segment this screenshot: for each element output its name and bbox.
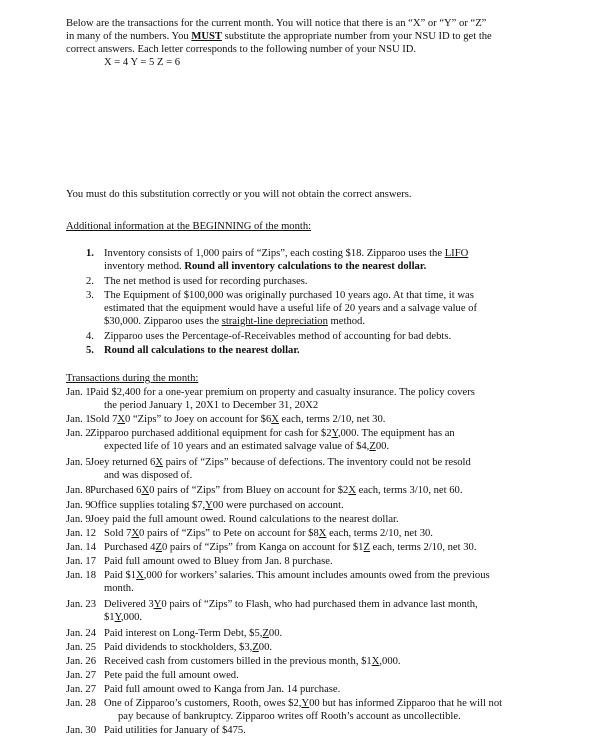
transaction-date: Jan. 9 <box>66 514 91 525</box>
info-item-5-line-1: Round all calculations to the nearest dollar. <box>104 345 300 356</box>
transaction-17-line-1: Paid full amount owed to Kanga from Jan. 14 purchase. <box>104 684 341 695</box>
t2-e: each, terms 2/10, net 30. <box>278 414 386 425</box>
transaction-date: Jan. 26 <box>66 656 97 667</box>
t4-a: Joey returned 6 <box>90 457 156 468</box>
transaction-14-line-1 <box>104 641 272 654</box>
t18-a: One of Zipparoo’s customers, Rooth, owes $2, <box>104 698 302 709</box>
transaction-date: Jan. 9 <box>66 500 91 511</box>
info-item-5-number: 5. <box>86 345 94 356</box>
intro-line-1 <box>66 17 486 30</box>
transaction-12-line-2 <box>104 611 142 624</box>
info-item-3-line-2: estimated that the equipment would have a useful life of 20 years and a salvage value of <box>104 303 478 314</box>
letter-mapping <box>104 56 180 69</box>
transaction-7-line-1: Joey paid the full amount owed. Round calculations to the nearest dollar. <box>90 514 399 525</box>
inventory-rounding-note: Round all inventory calculations to the nearest dollar. <box>184 261 427 272</box>
placeholder-letter: X <box>131 528 140 539</box>
transaction-2-line-1 <box>90 413 385 426</box>
transaction-5-line-1 <box>90 484 462 497</box>
t15-c: ,000. <box>379 656 401 667</box>
placeholder-letter: X <box>271 414 279 425</box>
transaction-18-line-2: pay because of bankruptcy. Zipparoo writes off Rooth’s account as uncollectible. <box>118 711 461 722</box>
placeholder-letter: Z <box>363 542 370 553</box>
transaction-date: Jan. 28 <box>66 698 97 709</box>
transaction-date: Jan. 18 <box>66 570 97 581</box>
t3-a: Zipparoo purchased additional equipment for cash for $2 <box>90 428 332 439</box>
t11-c: ,000 for workers’ salaries. This amount includes amounts owed from the previous <box>143 570 490 581</box>
transaction-11-line-1 <box>104 569 490 582</box>
transaction-6-line-1 <box>90 499 344 512</box>
t5-a: Purchased 6 <box>90 485 142 496</box>
intro-line-2-post: substitute the appropriate number from your NSU ID to get the <box>221 31 492 42</box>
transaction-date: Jan. 27 <box>66 684 97 695</box>
info-item-1-text: Inventory consists of 1,000 pairs of “Zips”, each costing $18. Zipparoo uses the <box>104 248 445 259</box>
intro-line-3 <box>66 43 416 56</box>
transaction-1-line-2: the period January 1, 20X1 to December 31, 20X2 <box>104 400 319 411</box>
placeholder-letter: Z <box>369 441 376 452</box>
t4-c: pairs of “Zips” because of defections. The inventory could not be resold <box>162 457 471 468</box>
placeholder-letter: Z <box>155 542 162 553</box>
info-item-1-line-1 <box>104 247 468 260</box>
info-item-3-text: $30,000. Zipparoo uses the <box>104 316 222 327</box>
transaction-date: Jan. 24 <box>66 628 97 639</box>
transaction-3-line-2 <box>104 440 389 453</box>
transactions-heading: Transactions during the month: <box>66 373 199 384</box>
t13-a: Paid interest on Long-Term Debt, $5, <box>104 628 263 639</box>
additional-info-heading-text: Additional information at the BEGINNING of the month: <box>66 221 312 232</box>
transaction-date: Jan. 17 <box>66 556 97 567</box>
intro-line-2-pre: in many of the numbers. You <box>66 31 192 42</box>
placeholder-letter: Y <box>114 612 121 623</box>
t12-a: Delivered 3 <box>104 599 154 610</box>
placeholder-letter: Y <box>153 599 162 610</box>
transaction-8-line-1 <box>104 527 433 540</box>
t5-e: each, terms 3/10, net 60. <box>355 485 463 496</box>
placeholder-letter: X <box>348 485 356 496</box>
t14-a: Paid dividends to stockholders, $3, <box>104 642 253 653</box>
intro-line-3-text: correct answers. Each letter corresponds to the following number of your NSU ID. <box>66 44 417 55</box>
t5-c: 0 pairs of “Zips” from Bluey on account for $2 <box>149 485 349 496</box>
placeholder-letter: X <box>141 485 150 496</box>
placeholder-letter: Y <box>301 698 310 709</box>
info-item-3-line-3 <box>104 315 365 328</box>
t9-a: Purchased 4 <box>104 542 156 553</box>
transaction-18-line-1 <box>104 697 502 710</box>
placeholder-letter: X <box>136 570 144 581</box>
transaction-1-line-1: Paid $2,400 for a one-year premium on property and casualty insurance. The policy covers <box>90 387 475 398</box>
info-item-3-line-1: The Equipment of $100,000 was originally purchased 10 years ago. At that time, it was <box>104 290 474 301</box>
transaction-date: Jan. 5 <box>66 457 91 468</box>
t15-a: Received cash from customers billed in the previous month, $1 <box>104 656 372 667</box>
transaction-12-line-1 <box>104 598 478 611</box>
t3-l2a: expected life of 10 years and an estimated salvage value of $4, <box>104 441 370 452</box>
placeholder-letter: Z <box>252 642 259 653</box>
transaction-4-line-2: and was disposed of. <box>104 470 193 481</box>
placeholder-letter: Y <box>205 500 213 511</box>
transaction-11-line-2: month. <box>104 583 134 594</box>
transaction-date: Jan. 12 <box>66 528 97 539</box>
t6-a: Office supplies totaling $7, <box>90 500 206 511</box>
info-item-4-number: 4. <box>86 331 94 342</box>
transaction-date: Jan. 30 <box>66 725 97 736</box>
lifo-term: LIFO <box>444 248 469 259</box>
placeholder-letter: X <box>318 528 327 539</box>
t12-l2c: ,000. <box>120 612 143 623</box>
t8-e: each, terms 2/10, net 30. <box>326 528 433 539</box>
info-item-1-line-2 <box>104 260 426 273</box>
t9-e: each, terms 2/10, net 30. <box>369 542 477 553</box>
t12-l2a: $1 <box>104 612 115 623</box>
t11-a: Paid $1 <box>104 570 137 581</box>
t9-c: 0 pairs of “Zips” from Kanga on account for $1 <box>161 542 364 553</box>
placeholder-letter: X <box>117 414 126 425</box>
t12-c: 0 pairs of “Zips” to Flash, who had purchased them in advance last month, <box>161 599 478 610</box>
t8-a: Sold 7 <box>104 528 132 539</box>
placeholder-letter: Z <box>262 628 269 639</box>
transaction-9-line-1 <box>104 541 476 554</box>
transaction-15-line-1 <box>104 655 401 668</box>
t3-c: ,000. The equipment has an <box>337 428 455 439</box>
substitution-note-text: You must do this substitution correctly or you will not obtain the correct answers. <box>66 189 412 200</box>
info-item-1-number: 1. <box>86 248 94 259</box>
straight-line-term: straight-line depreciation <box>221 316 328 327</box>
transaction-10-line-1: Paid full amount owed to Bluey from Jan. 8 purchase. <box>104 556 333 567</box>
transaction-19-line-1: Paid utilities for January of $475. <box>104 725 246 736</box>
transaction-date: Jan. 14 <box>66 542 97 553</box>
t8-c: 0 pairs of “Zips” to Pete on account for $8 <box>139 528 319 539</box>
letter-mapping-text: X = 4 Y = 5 Z = 6 <box>104 57 180 68</box>
transaction-date: Jan. 2 <box>66 428 91 439</box>
transaction-date: Jan. 23 <box>66 599 97 610</box>
transaction-date: Jan. 27 <box>66 670 97 681</box>
placeholder-letter: Y <box>331 428 338 439</box>
transaction-13-line-1 <box>104 627 282 640</box>
additional-info-heading <box>66 220 311 233</box>
transaction-date: Jan. 1 <box>66 414 91 425</box>
t18-c: 00 but has informed Zipparoo that he will not <box>309 698 503 709</box>
info-item-3-text-end: method. <box>327 316 365 327</box>
t13-c: 00. <box>268 628 283 639</box>
t3-l2c: 00. <box>375 441 390 452</box>
info-item-3-number: 3. <box>86 290 94 301</box>
t2-a: Sold 7 <box>90 414 118 425</box>
transaction-3-line-1 <box>90 427 455 440</box>
t14-c: 00. <box>258 642 273 653</box>
t2-c: 0 “Zips” to Joey on account for $6 <box>125 414 272 425</box>
intro-line-2 <box>66 30 492 43</box>
placeholder-letter: X <box>371 656 380 667</box>
info-item-1-text-2: inventory method. <box>104 261 185 272</box>
transaction-date: Jan. 8 <box>66 485 91 496</box>
intro-line-1-text: Below are the transactions for the current month. You will notice that there is an “X” or “Y” or “Z” <box>66 18 487 29</box>
info-item-2-line-1: The net method is used for recording purchases. <box>104 276 308 287</box>
transaction-date: Jan. 25 <box>66 642 97 653</box>
substitution-note <box>66 188 412 201</box>
must-emphasis: MUST <box>191 31 222 42</box>
transaction-date: Jan. 1 <box>66 387 91 398</box>
placeholder-letter: X <box>155 457 163 468</box>
t6-c: 00 were purchased on account. <box>212 500 344 511</box>
info-item-4-line-1: Zipparoo uses the Percentage-of-Receivables method of accounting for bad debts. <box>104 331 452 342</box>
transaction-4-line-1 <box>90 456 471 469</box>
info-item-2-number: 2. <box>86 276 94 287</box>
transaction-16-line-1: Pete paid the full amount owed. <box>104 670 239 681</box>
